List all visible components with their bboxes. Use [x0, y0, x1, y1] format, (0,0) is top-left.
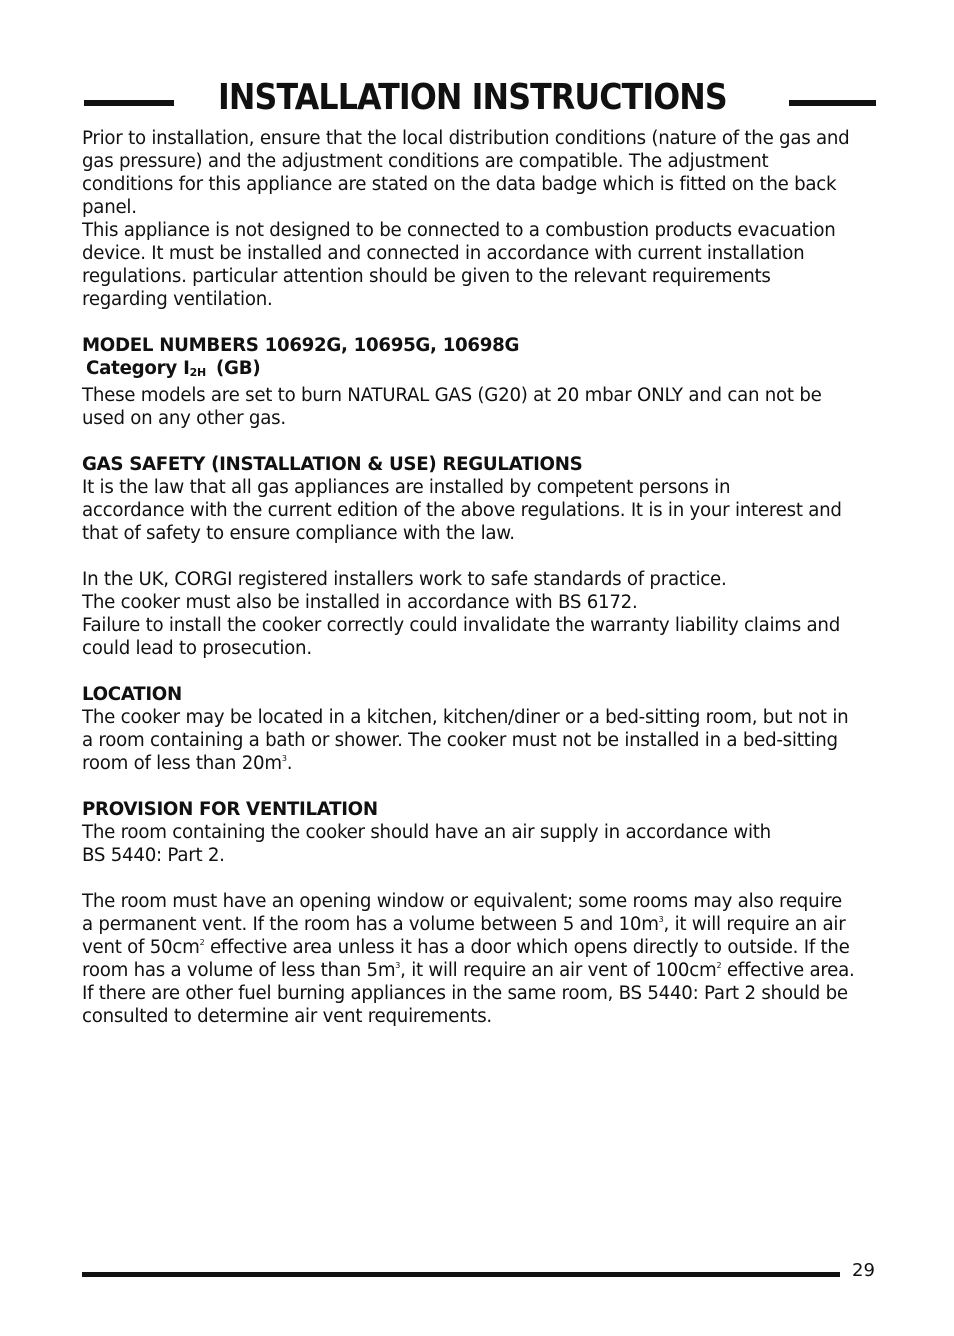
text-line: The cooker may be located in a kitchen, kitchen/diner or a bed-sitting room, but not in [82, 707, 849, 728]
text-line: that of safety to ensure compliance with the law. [82, 523, 515, 544]
text-line: The room containing the cooker should have an air supply in accordance with [82, 822, 771, 843]
header-rule-right [789, 100, 876, 106]
ventilation-paragraph-1 [82, 821, 882, 867]
text-line: could lead to prosecution. [82, 638, 312, 659]
text-line: conditions for this appliance are stated on the data badge which is fitted on the back [82, 174, 837, 195]
intro-paragraph-2 [82, 219, 882, 311]
text-line: device. It must be installed and connected in accordance with current installation [82, 243, 805, 264]
footer-rule [82, 1272, 840, 1277]
ventilation-paragraph-2 [82, 890, 882, 1028]
gas-category [82, 357, 882, 384]
category-label: Category I [86, 358, 190, 379]
text-line: room of less than 20m [82, 753, 282, 774]
superscript: 2 [716, 961, 722, 970]
gas-safety-heading: GAS SAFETY (INSTALLATION & USE) REGULATIONS [82, 454, 583, 475]
text-line: The cooker must also be installed in accordance with BS 6172. [82, 592, 638, 613]
text-line: This appliance is not designed to be connected to a combustion products evacuation [82, 220, 836, 241]
text-fragment: , it will require an air vent of 100cm [400, 960, 717, 981]
page-content [82, 127, 882, 1028]
superscript: 3 [281, 754, 287, 763]
intro-section [82, 127, 882, 311]
gas-safety-section [82, 453, 882, 660]
text-line: These models are set to burn NATURAL GAS (G20) at 20 mbar ONLY and can not be [82, 385, 822, 406]
text-line: a permanent vent. If the room has a volume between 5 and 10m [82, 914, 659, 935]
category-subscript: 2H [189, 366, 206, 379]
text-line: regulations. particular attention should be given to the relevant requirements [82, 266, 771, 287]
text-line: accordance with the current edition of the above regulations. It is in your interest and [82, 500, 842, 521]
text-line: It is the law that all gas appliances are installed by competent persons in [82, 477, 731, 498]
text-line: In the UK, CORGI registered installers work to safe standards of practice. [82, 569, 727, 590]
location-paragraph [82, 706, 882, 775]
text-line: If there are other fuel burning appliances in the same room, BS 5440: Part 2 should be [82, 983, 848, 1004]
text-line: room has a volume of less than 5m [82, 960, 396, 981]
text-fragment: . [286, 753, 293, 774]
ventilation-section [82, 798, 882, 1028]
text-fragment: effective area unless it has a door which opens directly to outside. If the [204, 937, 850, 958]
text-line: regarding ventilation. [82, 289, 273, 310]
page-title: INSTALLATION INSTRUCTIONS [218, 77, 727, 118]
text-line: gas pressure) and the adjustment conditions are compatible. The adjustment [82, 151, 769, 172]
text-line: panel. [82, 197, 137, 218]
text-line: BS 5440: Part 2. [82, 845, 225, 866]
text-line: a room containing a bath or shower. The cooker must not be installed in a bed-sitting [82, 730, 838, 751]
text-line: Failure to install the cooker correctly could invalidate the warranty liability claims and [82, 615, 840, 636]
ventilation-heading: PROVISION FOR VENTILATION [82, 799, 378, 820]
model-numbers-paragraph [82, 384, 882, 430]
text-line: consulted to determine air vent requirements. [82, 1006, 492, 1027]
intro-paragraph-1 [82, 127, 882, 219]
model-numbers-heading: MODEL NUMBERS 10692G, 10695G, 10698G [82, 335, 520, 356]
text-fragment: , it will require an air [663, 914, 846, 935]
text-line: vent of 50cm [82, 937, 200, 958]
text-line: used on any other gas. [82, 408, 286, 429]
text-fragment: effective area. [721, 960, 855, 981]
superscript: 3 [395, 961, 401, 970]
location-heading: LOCATION [82, 684, 182, 705]
page-number: 29 [852, 1260, 875, 1281]
text-line: The room must have an opening window or equivalent; some rooms may also require [82, 891, 842, 912]
location-section [82, 683, 882, 775]
page-header [82, 72, 876, 128]
superscript: 3 [658, 915, 664, 924]
text-line: Prior to installation, ensure that the local distribution conditions (nature of the gas and [82, 128, 850, 149]
gas-safety-paragraph-1 [82, 476, 882, 545]
gas-safety-paragraph-2 [82, 568, 882, 660]
model-numbers-section [82, 334, 882, 430]
superscript: 2 [199, 938, 205, 947]
category-region: (GB) [215, 358, 261, 379]
header-rule-left [84, 100, 174, 106]
